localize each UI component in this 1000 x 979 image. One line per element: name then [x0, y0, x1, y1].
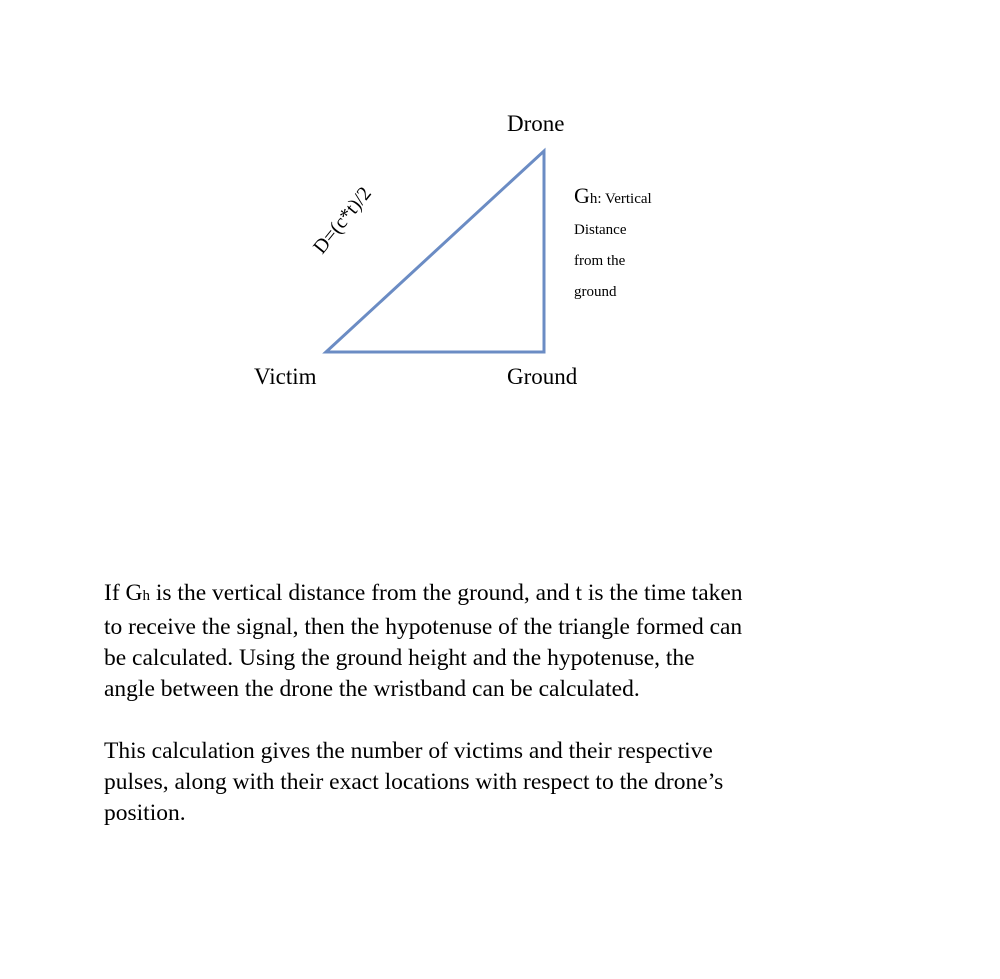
- vertical-note-line-1: [574, 180, 714, 215]
- paragraph-2-line-1: This calculation gives the number of victims and their respective: [104, 738, 713, 764]
- p1-line1-after: is the vertical distance from the ground, and t is the time taken: [150, 580, 743, 606]
- vertical-note-line-3: from the: [574, 253, 626, 269]
- vertical-note-line-4: ground: [574, 284, 617, 300]
- vertical-distance-note: [574, 180, 714, 308]
- paragraph-2-line-3: position.: [104, 800, 186, 826]
- ground-label: Ground: [507, 364, 578, 389]
- paragraph-1-line-4: angle between the drone the wristband can be calculated.: [104, 676, 640, 702]
- hypotenuse-label: D=(c*t)/2: [309, 182, 376, 259]
- paragraph-1: [104, 578, 904, 705]
- vertical-note-line-2: Distance: [574, 222, 627, 238]
- paragraph-2-line-2: pulses, along with their exact locations with respect to the drone’s: [104, 769, 724, 795]
- p1-line1-before: If G: [104, 580, 143, 606]
- paragraph-1-line-2: to receive the signal, then the hypotenuse of the triangle formed can: [104, 614, 743, 640]
- paragraph-2: [104, 736, 904, 829]
- gh-first-line: h: Vertical: [589, 191, 652, 207]
- victim-label: Victim: [254, 364, 317, 389]
- p1-line1-sub: h: [142, 588, 150, 604]
- right-triangle: [326, 151, 544, 352]
- paragraph-1-line-3: be calculated. Using the ground height and the hypotenuse, the: [104, 645, 695, 671]
- gh-symbol: G: [574, 183, 590, 208]
- paragraph-1-line-1: [104, 578, 904, 612]
- explanation-text: [104, 578, 904, 860]
- drone-label: Drone: [507, 111, 565, 136]
